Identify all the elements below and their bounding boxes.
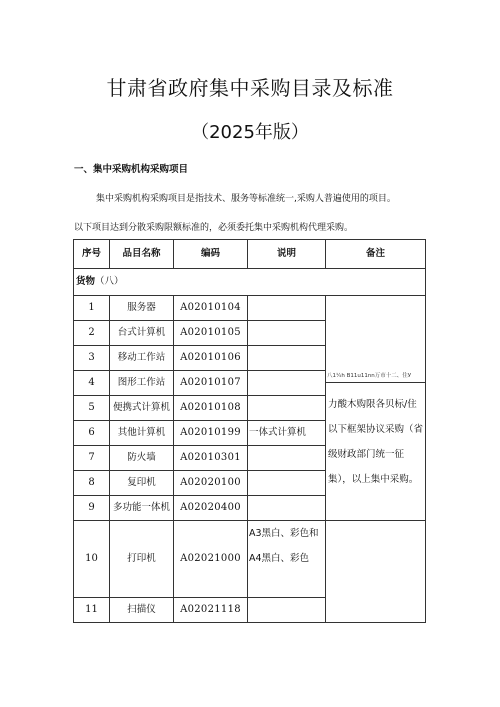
- remark-cell-empty: [326, 521, 426, 623]
- category-suffix: （八）: [95, 276, 124, 288]
- row-number: 2: [74, 321, 110, 346]
- document-title: 甘肃省政府集中采购目录及标准: [106, 76, 394, 100]
- document-subtitle: （2025年版）: [191, 122, 309, 143]
- item-description: [248, 471, 326, 496]
- item-description: [248, 396, 326, 421]
- row-number: 7: [74, 446, 110, 471]
- item-code: A02021000: [174, 521, 248, 598]
- row-number: 9: [74, 496, 110, 521]
- item-name: 防火墙: [110, 446, 174, 471]
- table-header-row: [74, 240, 426, 269]
- row-number: 1: [74, 296, 110, 321]
- item-code: A02020400: [174, 496, 248, 521]
- item-name: 台式计算机: [110, 321, 174, 346]
- item-code: A02010108: [174, 396, 248, 421]
- item-name: 图形工作站: [110, 371, 174, 396]
- item-code: A02010301: [174, 446, 248, 471]
- procurement-table: [73, 239, 426, 623]
- remark-divider: [326, 382, 425, 383]
- item-code: A02021118: [174, 598, 248, 623]
- item-description: 一体式计算机: [248, 421, 326, 446]
- category-cell: [74, 269, 326, 296]
- item-code: A02010107: [174, 371, 248, 396]
- item-name: 便携式计算机: [110, 396, 174, 421]
- header-note: 备注: [326, 240, 426, 269]
- item-description: [248, 496, 326, 521]
- remark-cell: [326, 296, 426, 521]
- item-name: 移动工作站: [110, 346, 174, 371]
- row-number: 10: [74, 521, 110, 598]
- row-number: 11: [74, 598, 110, 623]
- row-number: 8: [74, 471, 110, 496]
- row-number: 3: [74, 346, 110, 371]
- item-name: 其他计算机: [110, 421, 174, 446]
- item-code: A02010105: [174, 321, 248, 346]
- intro-paragraph: 集中采购机构采购项目是指技术、服务等标准统一,采购人普遍使用的项目。: [96, 194, 396, 204]
- row-number: 4: [74, 371, 110, 396]
- category-label: 货物: [76, 276, 96, 288]
- item-description: [248, 321, 326, 346]
- item-description: A3黑白、彩色和A4黑白、彩色: [248, 521, 326, 598]
- header-no: 序号: [74, 240, 110, 269]
- item-description: [248, 446, 326, 471]
- table-row: [74, 296, 426, 321]
- item-description: [248, 371, 326, 396]
- item-description: [248, 346, 326, 371]
- row-number: 5: [74, 396, 110, 421]
- remark-text: 力酸木购限各贝标/住以下框架协议采购（省级财政部门统一征集），以上集中采购。: [328, 399, 424, 485]
- header-name: 品目名称: [110, 240, 174, 269]
- item-description: [248, 598, 326, 623]
- requirement-paragraph: 以下项目达到分散采购限额标准的，必须委托集中采购机构代理采购。: [74, 223, 354, 233]
- item-code: A02010104: [174, 296, 248, 321]
- item-code: A02020100: [174, 471, 248, 496]
- item-description: [248, 296, 326, 321]
- section-heading: 一、集中采购机构采购项目: [74, 164, 189, 175]
- item-code: A02010106: [174, 346, 248, 371]
- item-code: A02010199: [174, 421, 248, 446]
- table-row: [74, 521, 426, 598]
- row-number: 6: [74, 421, 110, 446]
- item-name: 打印机: [110, 521, 174, 598]
- item-name: 多功能一体机: [110, 496, 174, 521]
- header-code: 编码: [174, 240, 248, 269]
- item-name: 复印机: [110, 471, 174, 496]
- item-name: 扫描仪: [110, 598, 174, 623]
- category-row: [74, 269, 426, 296]
- remark-garbled-text: 八1¼h B11u11nn万市十二、住У: [327, 373, 412, 379]
- item-name: 服务器: [110, 296, 174, 321]
- category-note-cell: [326, 269, 426, 296]
- header-desc: 说明: [248, 240, 326, 269]
